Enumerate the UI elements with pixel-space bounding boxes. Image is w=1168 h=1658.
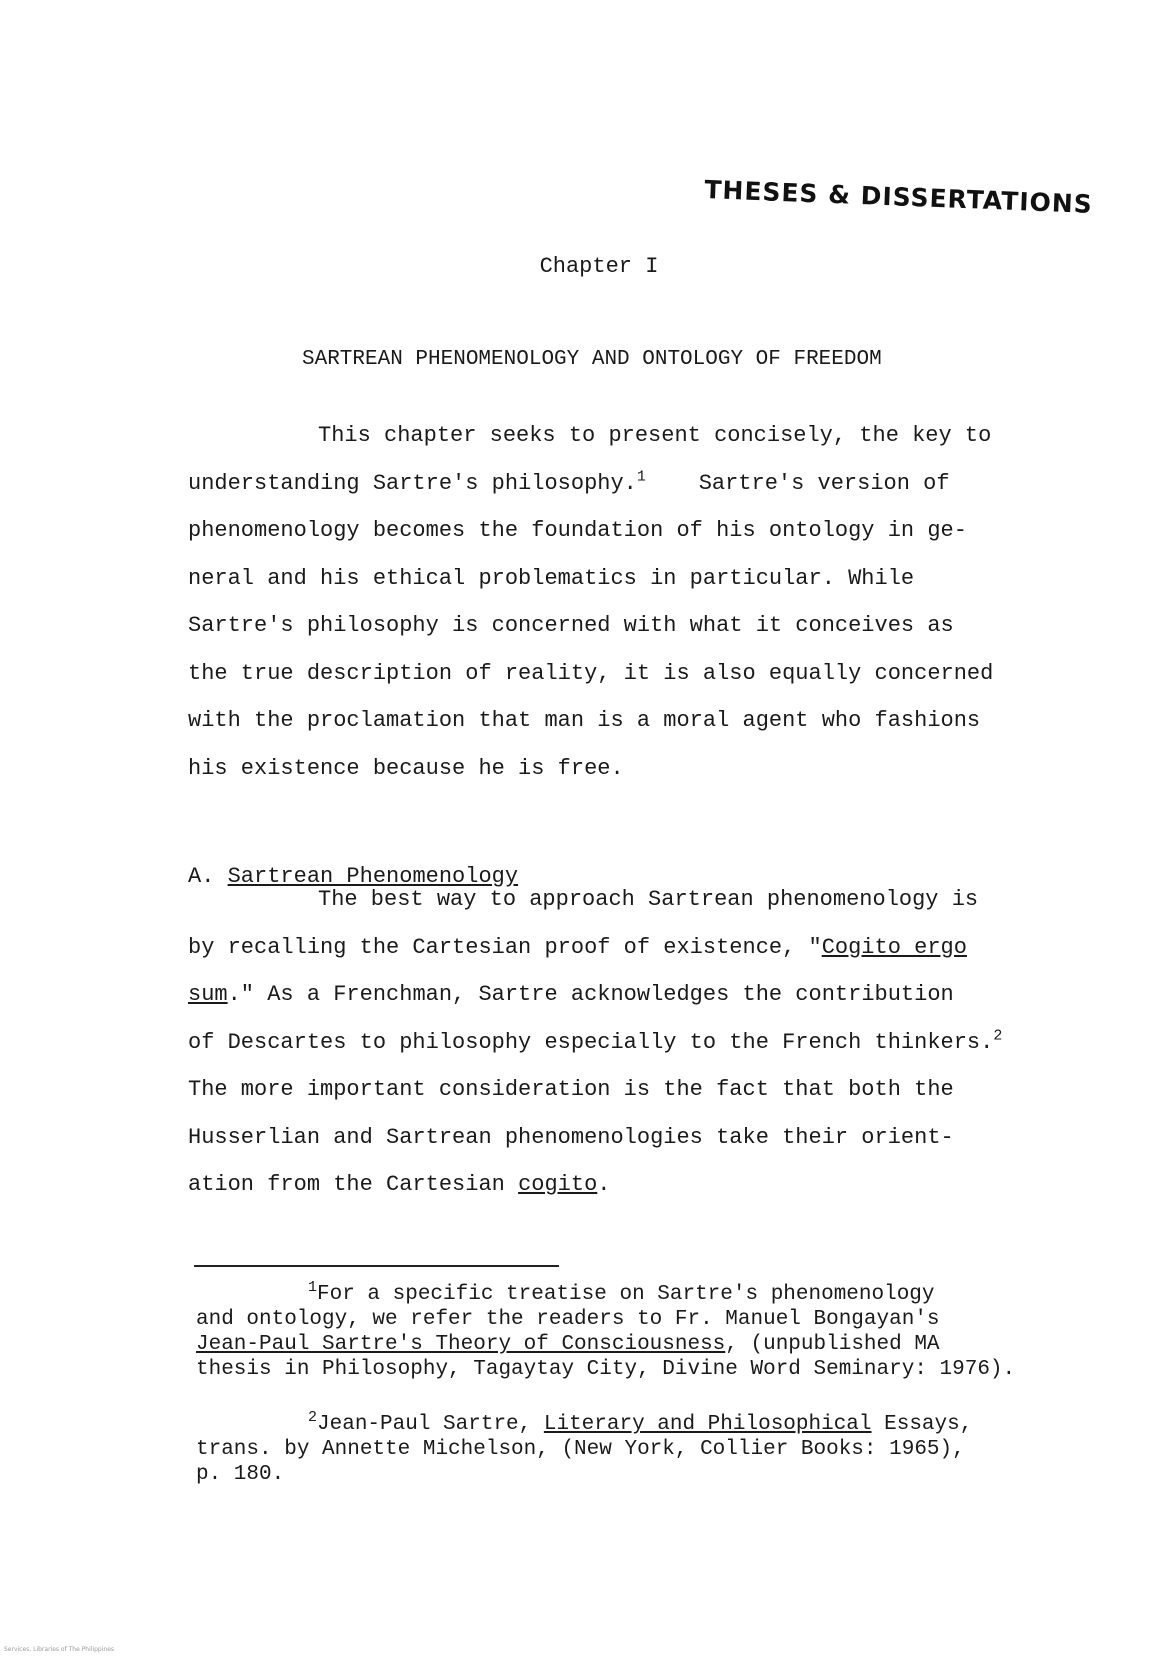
footnote-line: and ontology, we refer the readers to Fr. Manuel Bongayan's — [196, 1308, 940, 1331]
intro-line: the true description of reality, it is also equally concerned — [188, 660, 994, 686]
footnote-2 — [196, 1409, 1136, 1487]
section-letter: A. — [188, 864, 215, 889]
latin-term: cogito — [518, 1172, 598, 1197]
intro-line: with the proclamation that man is a moral agent who fashions — [188, 708, 981, 733]
latin-phrase: Cogito ergo — [821, 934, 967, 960]
footnote-ref-2: 2 — [993, 1027, 1003, 1045]
footnote-marker: 2 — [308, 1409, 318, 1426]
footnote-ref-1: 1 — [636, 468, 646, 486]
intro-line: his existence because he is free. — [188, 755, 624, 781]
intro-line: understanding Sartre's philosophy.$^1$ Sartre's version of — [188, 468, 950, 496]
footnote-marker: 1 — [308, 1279, 318, 1296]
intro-line: This chapter seeks to present concisely, the key to — [318, 423, 992, 448]
book-title: Jean-Paul Sartre's Theory of Consciousness — [196, 1333, 726, 1356]
latin-phrase: sum — [188, 982, 228, 1007]
archive-stamp: THESES & DISSERTATIONS — [703, 175, 1094, 219]
footnote-line: p. 180. — [196, 1463, 285, 1486]
body-line: of Descartes to philosophy especially to the French thinkers.$^2$ — [188, 1027, 1003, 1055]
scan-footer: Services, Libraries of The Philippines — [4, 1646, 115, 1653]
footnote-line: $^1$For a specific treatise on Sartre's phenomenology — [308, 1279, 935, 1306]
chapter-title: SARTREAN PHENOMENOLOGY AND ONTOLOGY OF FREEDOM — [302, 348, 882, 371]
section-title: Sartrean Phenomenology — [227, 864, 519, 889]
body-line: The more important consideration is the fact that both the — [188, 1077, 954, 1102]
intro-line: neral and his ethical problematics in particular. While — [188, 565, 915, 591]
footnote-line: trans. by Annette Michelson, (New York, Collier Books: 1965), — [196, 1438, 965, 1461]
body-line: by recalling the Cartesian proof of existence, "Cogito ergo — [188, 934, 967, 960]
footnote-divider — [194, 1265, 559, 1267]
body-line: ation from the Cartesian cogito. — [188, 1172, 611, 1197]
body-line: The best way to approach Sartrean phenomenology is — [318, 887, 979, 912]
body-paragraph — [188, 876, 1088, 1209]
intro-line: Sartre's philosophy is concerned with what it conceives as — [188, 613, 954, 638]
intro-line: phenomenology becomes the foundation of his ontology in ge- — [188, 518, 967, 543]
body-line: Husserlian and Sartrean phenomenologies take their orient- — [188, 1124, 954, 1150]
footnote-1 — [196, 1279, 1136, 1382]
book-title: Literary and Philosophical — [543, 1413, 872, 1436]
footnote-line: $^2$Jean-Paul Sartre, Literary and Philosophical Essays, — [308, 1409, 973, 1436]
intro-paragraph — [188, 412, 1088, 792]
footnote-line: thesis in Philosophy, Tagaytay City, Divine Word Seminary: 1976). — [196, 1358, 1016, 1381]
body-line: sum." As a Frenchman, Sartre acknowledges the contribution — [188, 982, 954, 1007]
footnote-line: Jean-Paul Sartre's Theory of Consciousness, (unpublished MA — [196, 1333, 940, 1356]
chapter-number: Chapter I — [539, 254, 659, 279]
